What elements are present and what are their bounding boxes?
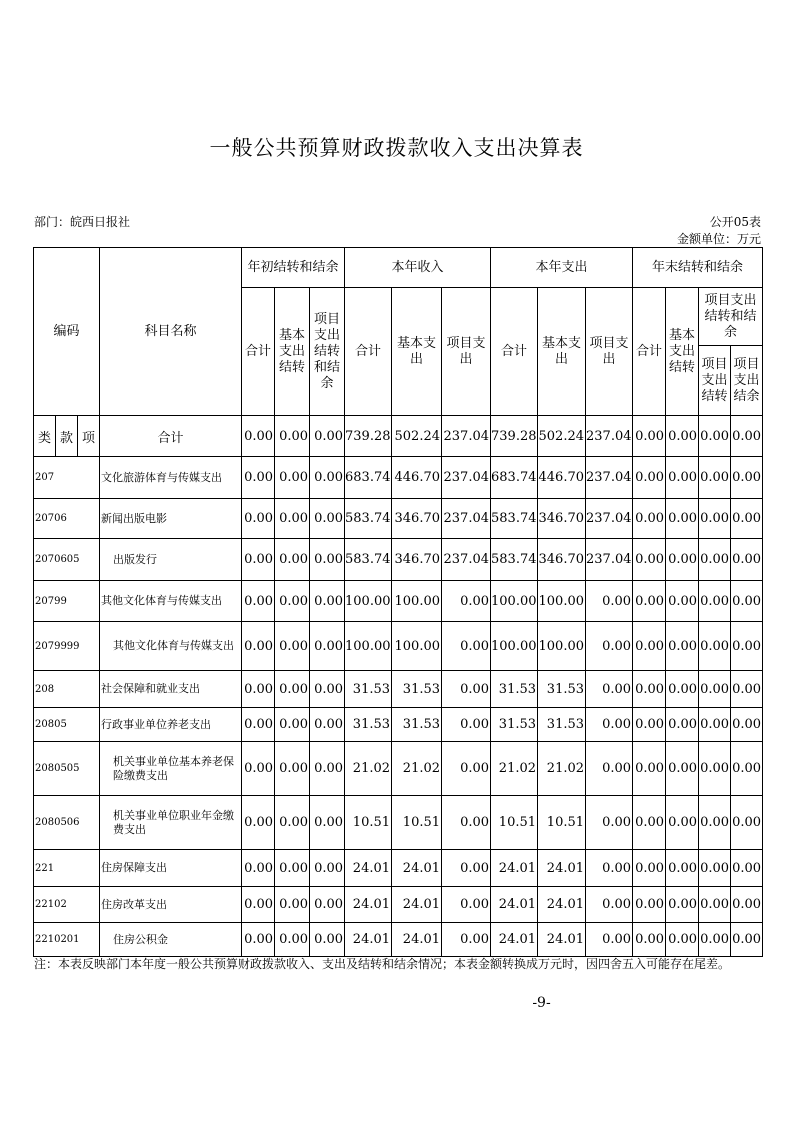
- cell-value: 0.00: [310, 671, 345, 708]
- cell-value: 0.00: [586, 581, 633, 622]
- cell-value: 0.00: [310, 539, 345, 581]
- cell-value: 100.00: [491, 581, 538, 622]
- cell-value: 24.01: [392, 887, 442, 923]
- cell-value: 0.00: [275, 499, 310, 539]
- cell-value: 0.00: [699, 708, 731, 742]
- cell-value: 24.01: [538, 850, 586, 887]
- cell-value: 0.00: [666, 622, 699, 671]
- cell-value: 0.00: [699, 923, 731, 957]
- cell-value: 24.01: [345, 850, 392, 887]
- row-code: 22102: [34, 887, 100, 923]
- cell-value: 24.01: [538, 923, 586, 957]
- header-xiang: 项: [78, 416, 100, 457]
- cell-value: 0.00: [442, 708, 491, 742]
- header-group-begin: 年初结转和结余: [242, 248, 345, 288]
- cell-value: 0.00: [699, 457, 731, 499]
- cell-value: 0.00: [666, 671, 699, 708]
- cell-value: 10.51: [538, 796, 586, 850]
- row-name-text: 机关事业单位职业年金缴费支出: [113, 808, 235, 836]
- cell-value: 0.00: [633, 499, 666, 539]
- cell-value: 237.04: [586, 539, 633, 581]
- cell-value: 237.04: [586, 416, 633, 457]
- header-end-project: 项目支出结转和结余: [699, 288, 763, 346]
- cell-value: 0.00: [731, 923, 763, 957]
- cell-value: 446.70: [538, 457, 586, 499]
- row-name: [100, 742, 242, 796]
- cell-value: 10.51: [491, 796, 538, 850]
- row-name: [100, 539, 242, 581]
- cell-value: 0.00: [699, 671, 731, 708]
- row-name: [100, 850, 242, 887]
- cell-value: 24.01: [491, 923, 538, 957]
- row-name: [100, 499, 242, 539]
- table-row: [34, 887, 763, 923]
- cell-value: 739.28: [345, 416, 392, 457]
- cell-value: 0.00: [666, 581, 699, 622]
- cell-value: 0.00: [442, 887, 491, 923]
- cell-value: 0.00: [633, 850, 666, 887]
- cell-value: 0.00: [586, 742, 633, 796]
- cell-value: 0.00: [699, 581, 731, 622]
- cell-value: 0.00: [633, 708, 666, 742]
- cell-value: 0.00: [242, 622, 275, 671]
- cell-value: 237.04: [586, 457, 633, 499]
- cell-value: 0.00: [442, 742, 491, 796]
- cell-value: 21.02: [491, 742, 538, 796]
- cell-value: 0.00: [275, 923, 310, 957]
- form-code: 公开05表: [709, 215, 761, 229]
- cell-value: 446.70: [392, 457, 442, 499]
- cell-value: 100.00: [345, 581, 392, 622]
- cell-value: 0.00: [310, 796, 345, 850]
- row-name: [100, 457, 242, 499]
- cell-value: 21.02: [345, 742, 392, 796]
- cell-value: 0.00: [731, 457, 763, 499]
- cell-value: 24.01: [392, 850, 442, 887]
- cell-value: 0.00: [731, 850, 763, 887]
- cell-value: 100.00: [491, 622, 538, 671]
- cell-value: 0.00: [633, 796, 666, 850]
- header-end-basic: 基本支出结转: [666, 288, 699, 416]
- cell-value: 683.74: [345, 457, 392, 499]
- cell-value: 0.00: [699, 887, 731, 923]
- cell-value: 0.00: [586, 708, 633, 742]
- table-row: [34, 671, 763, 708]
- cell-value: 24.01: [538, 887, 586, 923]
- cell-value: 0.00: [275, 887, 310, 923]
- cell-value: 0.00: [275, 708, 310, 742]
- cell-value: 237.04: [442, 539, 491, 581]
- row-code: 2070605: [34, 539, 100, 581]
- table-total-row: [34, 416, 763, 457]
- cell-value: 0.00: [310, 742, 345, 796]
- cell-value: 21.02: [392, 742, 442, 796]
- cell-value: 0.00: [633, 581, 666, 622]
- cell-value: 0.00: [275, 581, 310, 622]
- cell-value: 0.00: [731, 499, 763, 539]
- header-expense-total: 合计: [491, 288, 538, 416]
- cell-value: 31.53: [345, 671, 392, 708]
- cell-value: 0.00: [666, 416, 699, 457]
- cell-value: 0.00: [666, 708, 699, 742]
- header-end-total: 合计: [633, 288, 666, 416]
- cell-value: 24.01: [345, 887, 392, 923]
- cell-value: 0.00: [242, 671, 275, 708]
- header-group-expense: 本年支出: [491, 248, 633, 288]
- cell-value: 0.00: [442, 796, 491, 850]
- cell-value: 0.00: [586, 622, 633, 671]
- cell-value: 0.00: [699, 796, 731, 850]
- row-name-text: 社会保障和就业支出: [101, 682, 201, 695]
- cell-value: 0.00: [731, 796, 763, 850]
- cell-value: 0.00: [633, 416, 666, 457]
- cell-value: 100.00: [538, 622, 586, 671]
- row-name-text: 住房保障支出: [101, 861, 168, 874]
- cell-value: 0.00: [442, 923, 491, 957]
- budget-table: [33, 247, 763, 957]
- row-code: 20706: [34, 499, 100, 539]
- cell-value: 10.51: [345, 796, 392, 850]
- cell-value: 0.00: [275, 796, 310, 850]
- department-label: 部门：皖西日报社: [34, 215, 131, 229]
- row-code: 20799: [34, 581, 100, 622]
- cell-value: 100.00: [538, 581, 586, 622]
- cell-value: 0.00: [699, 499, 731, 539]
- cell-value: 0.00: [731, 742, 763, 796]
- cell-value: 0.00: [731, 671, 763, 708]
- cell-value: 237.04: [442, 499, 491, 539]
- cell-value: 0.00: [699, 539, 731, 581]
- cell-value: 583.74: [491, 539, 538, 581]
- cell-value: 0.00: [310, 622, 345, 671]
- cell-value: 0.00: [586, 850, 633, 887]
- cell-value: 346.70: [392, 499, 442, 539]
- row-name-text: 行政事业单位养老支出: [101, 717, 212, 731]
- table-row: [34, 581, 763, 622]
- cell-value: 0.00: [310, 499, 345, 539]
- cell-value: 0.00: [242, 923, 275, 957]
- cell-value: 0.00: [666, 742, 699, 796]
- header-income-basic: 基本支出: [392, 288, 442, 416]
- cell-value: 24.01: [491, 887, 538, 923]
- table-row: [34, 622, 763, 671]
- cell-value: 0.00: [275, 671, 310, 708]
- cell-value: 0.00: [633, 457, 666, 499]
- header-code: 编码: [34, 248, 100, 416]
- cell-value: 0.00: [242, 742, 275, 796]
- header-group-income: 本年收入: [345, 248, 491, 288]
- cell-value: 0.00: [731, 622, 763, 671]
- row-name-text: 其他文化体育与传媒支出: [101, 594, 223, 607]
- cell-value: 0.00: [633, 671, 666, 708]
- cell-value: 0.00: [310, 923, 345, 957]
- cell-value: 0.00: [242, 581, 275, 622]
- header-expense-project: 项目支出: [586, 288, 633, 416]
- cell-value: 0.00: [731, 581, 763, 622]
- row-name-text: 住房公积金: [113, 932, 169, 946]
- cell-value: 0.00: [699, 416, 731, 457]
- cell-value: 0.00: [633, 887, 666, 923]
- row-code: 221: [34, 850, 100, 887]
- row-code: 2079999: [34, 622, 100, 671]
- cell-value: 502.24: [392, 416, 442, 457]
- cell-value: 0.00: [586, 796, 633, 850]
- cell-value: 31.53: [538, 671, 586, 708]
- cell-value: 100.00: [392, 581, 442, 622]
- header-end-project-carry: 项目支出结转: [699, 346, 731, 416]
- footnote: 注：本表反映部门本年度一般公共预算财政拨款收入、支出及结转和结余情况；本表金额转换成万元时，因四舍五入可能存在尾差。: [34, 957, 731, 971]
- table-row: [34, 708, 763, 742]
- cell-value: 0.00: [275, 457, 310, 499]
- cell-value: 100.00: [392, 622, 442, 671]
- cell-value: 0.00: [666, 539, 699, 581]
- cell-value: 0.00: [275, 742, 310, 796]
- cell-value: 0.00: [242, 499, 275, 539]
- row-name-text: 住房改革支出: [101, 897, 168, 911]
- cell-value: 0.00: [586, 671, 633, 708]
- cell-value: 0.00: [310, 708, 345, 742]
- header-kuan: 款: [56, 416, 78, 457]
- page-title: 一般公共预算财政拨款收入支出决算表: [209, 136, 584, 160]
- header-begin-total: 合计: [242, 288, 275, 416]
- cell-value: 24.01: [392, 923, 442, 957]
- cell-value: 24.01: [491, 850, 538, 887]
- cell-value: 0.00: [731, 708, 763, 742]
- row-name-text: 新闻出版电影: [101, 511, 168, 525]
- row-name: [100, 671, 242, 708]
- cell-value: 24.01: [345, 923, 392, 957]
- header-income-project: 项目支出: [442, 288, 491, 416]
- cell-value: 502.24: [538, 416, 586, 457]
- cell-value: 0.00: [633, 622, 666, 671]
- cell-value: 0.00: [442, 850, 491, 887]
- cell-value: 237.04: [442, 457, 491, 499]
- total-label: 合计: [100, 416, 242, 457]
- cell-value: 0.00: [242, 457, 275, 499]
- header-begin-basic: 基本支出结转: [275, 288, 310, 416]
- cell-value: 10.51: [392, 796, 442, 850]
- cell-value: 739.28: [491, 416, 538, 457]
- cell-value: 0.00: [666, 457, 699, 499]
- cell-value: 0.00: [699, 622, 731, 671]
- cell-value: 0.00: [586, 887, 633, 923]
- cell-value: 583.74: [491, 499, 538, 539]
- row-name: [100, 581, 242, 622]
- row-code: 20805: [34, 708, 100, 742]
- cell-value: 0.00: [242, 850, 275, 887]
- cell-value: 0.00: [633, 539, 666, 581]
- cell-value: 0.00: [731, 887, 763, 923]
- table-row: [34, 796, 763, 850]
- cell-value: 0.00: [699, 850, 731, 887]
- row-name-text: 其他文化体育与传媒支出: [113, 639, 235, 652]
- cell-value: 0.00: [310, 887, 345, 923]
- header-group-end: 年末结转和结余: [633, 248, 763, 288]
- cell-value: 346.70: [538, 499, 586, 539]
- cell-value: 31.53: [491, 708, 538, 742]
- cell-value: 0.00: [699, 742, 731, 796]
- cell-value: 31.53: [538, 708, 586, 742]
- cell-value: 0.00: [242, 796, 275, 850]
- cell-value: 0.00: [242, 887, 275, 923]
- row-name: [100, 796, 242, 850]
- cell-value: 583.74: [345, 539, 392, 581]
- cell-value: 100.00: [345, 622, 392, 671]
- header-name: 科目名称: [100, 248, 242, 416]
- header-lei: 类: [34, 416, 56, 457]
- row-name: [100, 923, 242, 957]
- cell-value: 0.00: [442, 622, 491, 671]
- cell-value: 0.00: [666, 499, 699, 539]
- table-row: [34, 923, 763, 957]
- cell-value: 0.00: [310, 581, 345, 622]
- row-code: 2080506: [34, 796, 100, 850]
- header-income-total: 合计: [345, 288, 392, 416]
- header-begin-project: 项目支出结转和结余: [310, 288, 345, 416]
- cell-value: 0.00: [666, 850, 699, 887]
- cell-value: 0.00: [242, 416, 275, 457]
- row-code: 207: [34, 457, 100, 499]
- row-name: [100, 708, 242, 742]
- row-code: 2210201: [34, 923, 100, 957]
- row-name-text: 出版发行: [113, 552, 158, 566]
- row-code: 2080505: [34, 742, 100, 796]
- cell-value: 0.00: [666, 887, 699, 923]
- row-name: [100, 622, 242, 671]
- cell-value: 0.00: [310, 457, 345, 499]
- cell-value: 346.70: [392, 539, 442, 581]
- cell-value: 31.53: [345, 708, 392, 742]
- page-number: -9-: [532, 995, 551, 1011]
- cell-value: 0.00: [442, 671, 491, 708]
- cell-value: 0.00: [275, 850, 310, 887]
- cell-value: 0.00: [666, 923, 699, 957]
- table-row: [34, 850, 763, 887]
- row-name-text: 机关事业单位基本养老保险缴费支出: [113, 754, 235, 782]
- table-row: [34, 539, 763, 581]
- cell-value: 0.00: [731, 416, 763, 457]
- cell-value: 237.04: [442, 416, 491, 457]
- cell-value: 31.53: [491, 671, 538, 708]
- cell-value: 0.00: [310, 416, 345, 457]
- cell-value: 0.00: [633, 923, 666, 957]
- cell-value: 683.74: [491, 457, 538, 499]
- cell-value: 583.74: [345, 499, 392, 539]
- unit-label: 金额单位：万元: [676, 232, 761, 246]
- cell-value: 31.53: [392, 671, 442, 708]
- cell-value: 0.00: [731, 539, 763, 581]
- table-row: [34, 457, 763, 499]
- cell-value: 237.04: [586, 499, 633, 539]
- row-name: [100, 887, 242, 923]
- cell-value: 0.00: [666, 796, 699, 850]
- row-code: 208: [34, 671, 100, 708]
- cell-value: 0.00: [442, 581, 491, 622]
- row-name-text: 文化旅游体育与传媒支出: [101, 470, 223, 484]
- cell-value: 0.00: [275, 622, 310, 671]
- cell-value: 21.02: [538, 742, 586, 796]
- cell-value: 0.00: [275, 539, 310, 581]
- cell-value: 346.70: [538, 539, 586, 581]
- header-end-project-balance: 项目支出结余: [731, 346, 763, 416]
- cell-value: 0.00: [275, 416, 310, 457]
- table-row: [34, 499, 763, 539]
- cell-value: 0.00: [242, 708, 275, 742]
- cell-value: 31.53: [392, 708, 442, 742]
- cell-value: 0.00: [633, 742, 666, 796]
- cell-value: 0.00: [242, 539, 275, 581]
- header-expense-basic: 基本支出: [538, 288, 586, 416]
- cell-value: 0.00: [310, 850, 345, 887]
- table-row: [34, 742, 763, 796]
- cell-value: 0.00: [586, 923, 633, 957]
